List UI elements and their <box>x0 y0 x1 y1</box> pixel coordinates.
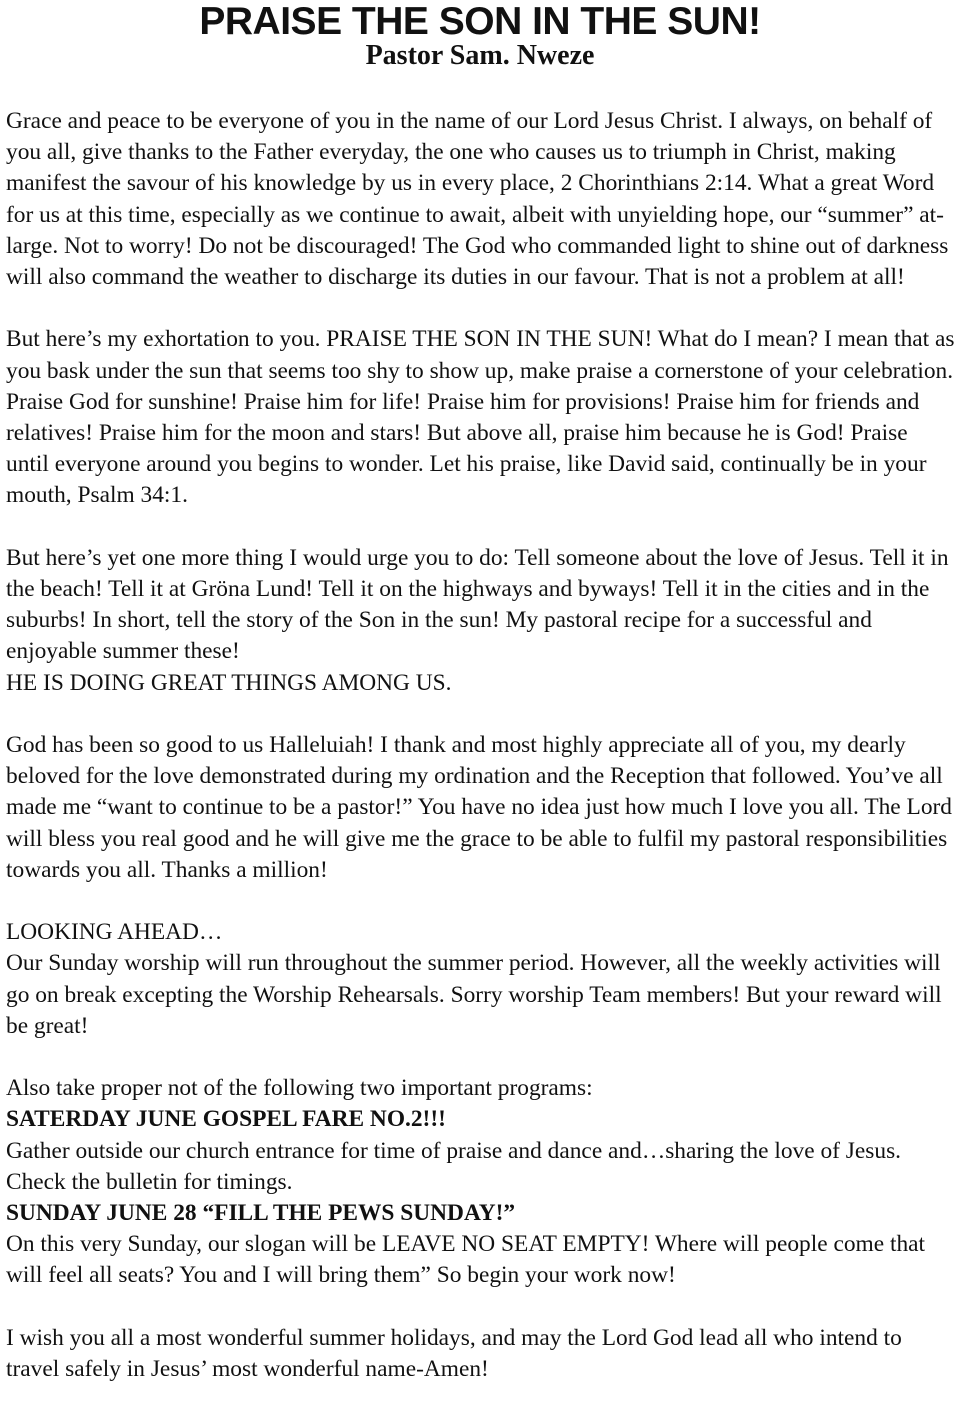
paragraph-spacer <box>6 1292 956 1323</box>
paragraph-tell-someone: But here’s yet one more thing I would urge you to do: Tell someone about the love of Jesus. Tell it in the beach! Tell it at Gröna Lund! Tell it on the highways and byways! Tell it in the cities and in the suburbs! In short, tell the story of the Son in the sun! My pastoral recipe for a successful and enjoyable summer these! <box>6 544 949 665</box>
program-title-fill-the-pews: SUNDAY JUNE 28 “FILL THE PEWS SUNDAY!” <box>6 1200 516 1227</box>
paragraph-spacer <box>6 886 956 917</box>
paragraph-spacer <box>6 293 956 324</box>
paragraph-exhortation: But here’s my exhortation to you. PRAISE THE SON IN THE SUN! What do I mean? I mean that as you bask under the sun that seems too shy to show up, make praise a cornerstone of your celebration. Praise God for sunshine! Praise him for life! Praise him for provisions! Praise him for friends and relatives! Praise him for the moon and stars! But above all, praise him because he is God! Praise until everyone around you begins to wonder. Let his praise, like David said, continually be in your mouth, Psalm 34:1. <box>6 326 955 509</box>
paragraph-spacer <box>6 512 956 543</box>
program-text-fill-the-pews: On this very Sunday, our slogan will be LEAVE NO SEAT EMPTY! Where will people come that will feel all seats? You and I will bring them” So begin your work now! <box>6 1231 926 1289</box>
program-text-gospel-fare: Gather outside our church entrance for time of praise and dance and…sharing the love of Jesus. Check the bulletin for timings. <box>6 1137 902 1195</box>
paragraph-summer-schedule: Our Sunday worship will run throughout the summer period. However, all the weekly activities will go on break excepting the Worship Rehearsals. Sorry worship Team members! But your reward will be great! <box>6 950 942 1039</box>
page-title: PRAISE THE SON IN THE SUN! <box>199 0 761 43</box>
program-title-gospel-fare: SATERDAY JUNE GOSPEL FARE NO.2!!! <box>6 1106 446 1133</box>
paragraph-greeting: Grace and peace to be everyone of you in the name of our Lord Jesus Christ. I always, on behalf of you all, give thanks to the Father everyday, the one who causes us to triumph in Christ, making manifest the savour of his knowledge by us in every place, 2 Chorinthians 2:14. What a great Word for us at this time, especially as we continue to await, albeit with unyielding hope, our “summer” at-large. Not to worry! Do not be discouraged! The God who commanded light to shine out of darkness will also command the weather to discharge its duties in our favour. That is not a problem at all! <box>6 108 949 291</box>
looking-ahead-heading: LOOKING AHEAD… <box>6 919 223 946</box>
paragraph-spacer <box>6 1042 956 1073</box>
letter-body <box>6 106 956 1385</box>
paragraph-programs-intro: Also take proper not of the following two important programs: <box>6 1075 593 1102</box>
paragraph-spacer <box>6 699 956 730</box>
paragraph-thanks: God has been so good to us Halleluiah! I thank and most highly appreciate all of you, my dearly beloved for the love demonstrated during my ordination and the Reception that followed. You’ve all made me “want to continue to be a pastor!” You have no idea just how much I love you all. The Lord will bless you real good and he will give me the grace to be able to fulfil my pastoral responsibilities towards you all. Thanks a million! <box>6 732 953 883</box>
paragraph-closing: I wish you all a most wonderful summer holidays, and may the Lord God lead all who intend to travel safely in Jesus’ most wonderful name-Amen! <box>6 1324 902 1383</box>
paragraph-great-things: HE IS DOING GREAT THINGS AMONG US. <box>6 669 452 696</box>
author-line: Pastor Sam. Nweze <box>365 40 595 71</box>
